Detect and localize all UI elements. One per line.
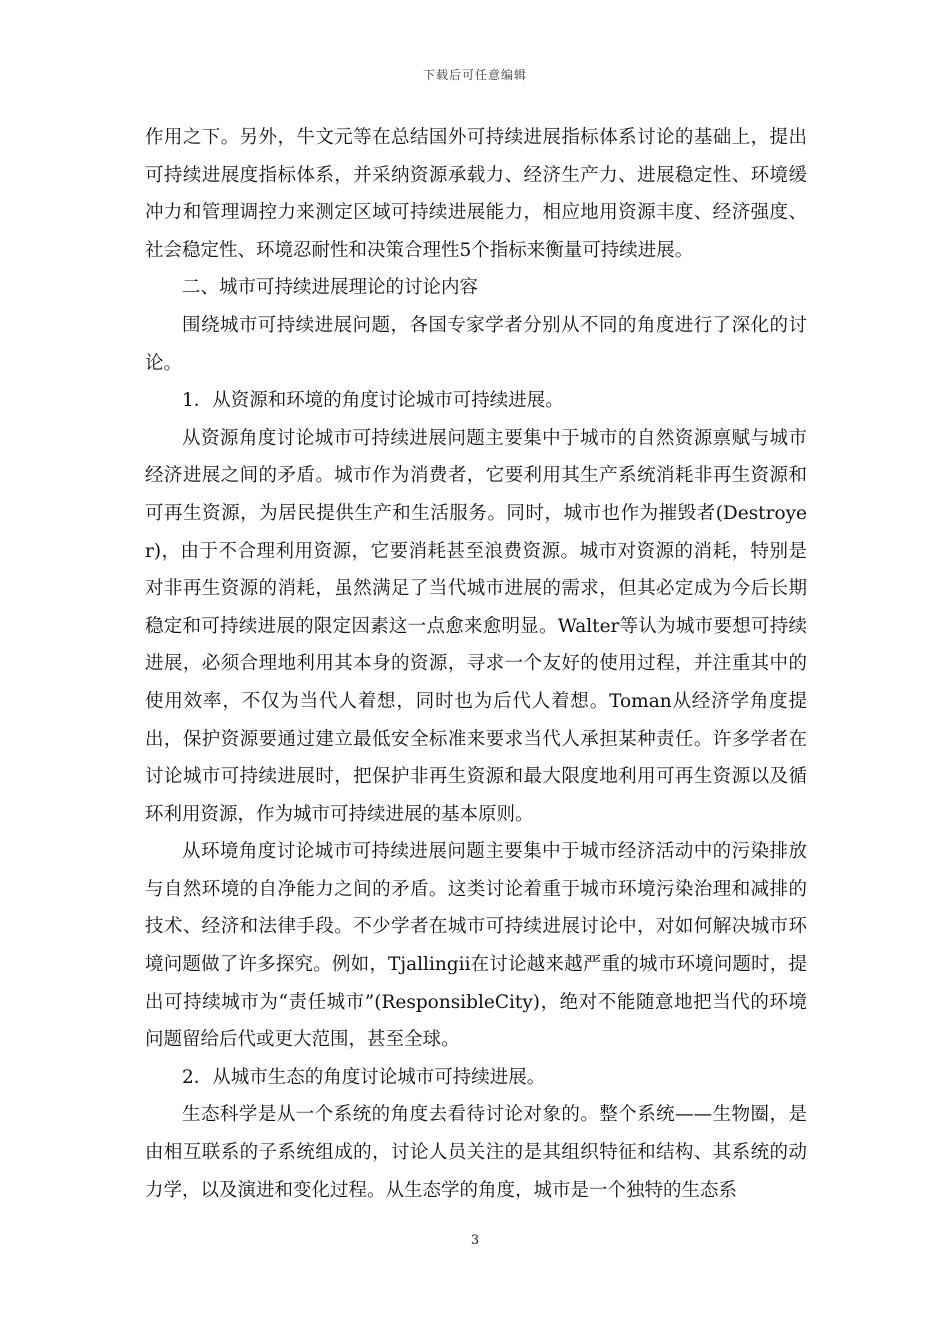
- document-body: [145, 119, 807, 1209]
- page-number: 3: [470, 1233, 480, 1248]
- paragraph-4: 从环境角度讨论城市可持续进展问题主要集中于城市经济活动中的污染排放与自然环境的自净能力之间的矛盾。这类讨论着重于城市环境污染治理和减排的技术、经济和法律手段。不少学者在城市可持续进展讨论中，对如何解决城市环境问题做了许多探究。例如，Tjallingii在讨论越来越严重的城市环境问题时，提出可持续城市为“责任城市”(ResponsibleCity)，绝对不能随意地把当代的环境问题留给后代或更大范围，甚至全球。: [145, 841, 807, 1051]
- paragraph-3: 从资源角度讨论城市可持续进展问题主要集中于城市的自然资源禀赋与城市经济进展之间的矛盾。城市作为消费者，它要利用其生产系统消耗非再生资源和可再生资源，为居民提供生产和生活服务。同时，城市也作为摧毁者(Destroyer)，由于不合理利用资源，它要消耗甚至浪费资源。城市对资源的消耗，特别是对非再生资源的消耗，虽然满足了当代城市进展的需求，但其必定成为今后长期稳定和可持续进展的限定因素这一点愈来愈明显。Walter等认为城市要想可持续进展，必须合理地利用其本身的资源，寻求一个友好的使用过程，并注重其中的使用效率，不仅为当代人着想，同时也为后代人着想。Toman从经济学角度提出，保护资源要通过建立最低安全标准来要求当代人承担某种责任。许多学者在讨论城市可持续进展时，把保护非再生资源和最大限度地利用可再生资源以及循环利用资源，作为城市可持续进展的基本原则。: [145, 427, 807, 825]
- subheading-1: 1．从资源和环境的角度讨论城市可持续进展。: [182, 390, 564, 412]
- paragraph-5: 生态科学是从一个系统的角度去看待讨论对象的。整个系统——生物圈，是由相互联系的子系统组成的，讨论人员关注的是其组织特征和结构、其系统的动力学，以及演进和变化过程。从生态学的角度，城市是一个独特的生态系: [145, 1104, 807, 1201]
- paragraph-1: 作用之下。另外，牛文元等在总结国外可持续进展指标体系讨论的基础上，提出可持续进展度指标体系，并采纳资源承载力、经济生产力、进展稳定性、环境缓冲力和管理调控力来测定区域可持续进展能力，相应地用资源丰度、经济强度、社会稳定性、环境忍耐性和决策合理性5个指标来衡量可持续进展。: [145, 127, 807, 261]
- subheading-2: 2．从城市生态的角度讨论城市可持续进展。: [182, 1066, 546, 1088]
- section-heading: 二、城市可持续进展理论的讨论内容: [182, 277, 479, 299]
- page-header: 下载后可任意编辑: [422, 68, 527, 82]
- paragraph-2: 围绕城市可持续进展问题，各国专家学者分别从不同的角度进行了深化的讨论。: [145, 314, 807, 374]
